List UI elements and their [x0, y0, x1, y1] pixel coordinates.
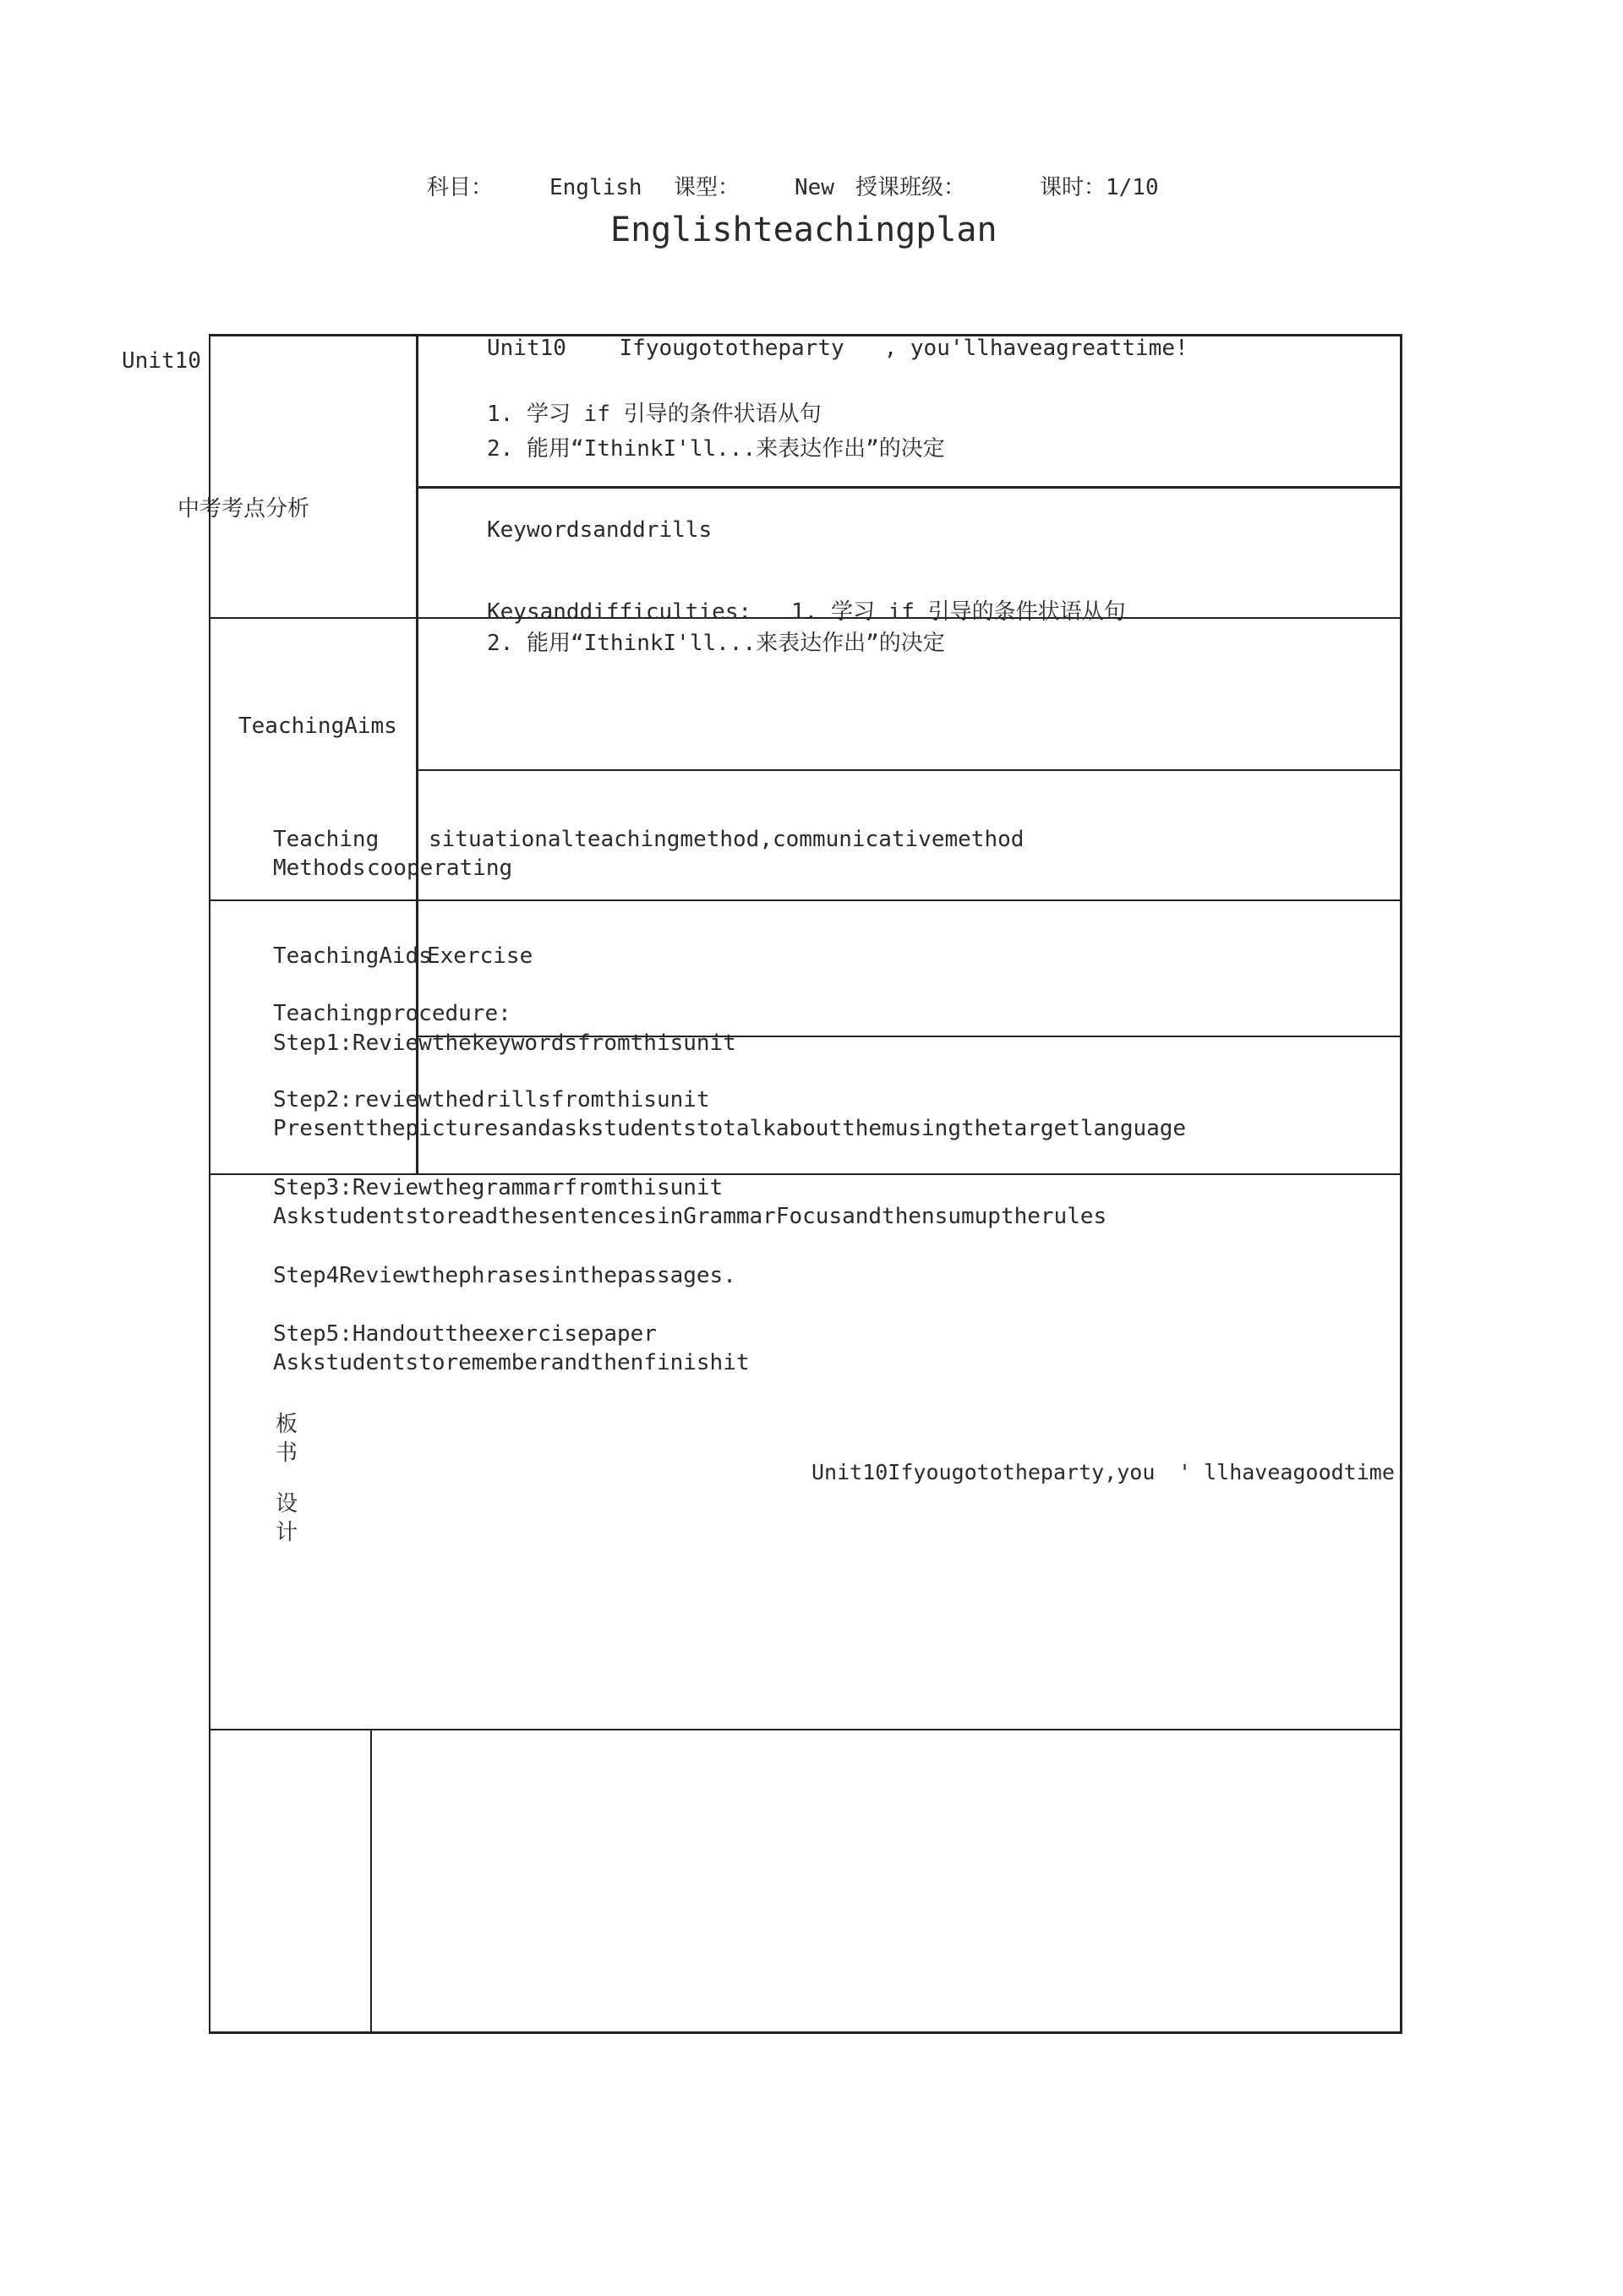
- board-design-text-a: Unit10Ifyougototheparty,you: [812, 1460, 1156, 1484]
- keywords-text: Keywordsanddrills: [487, 517, 713, 543]
- period-label: 课时：1/10: [1040, 175, 1159, 200]
- table-border-bottom: [209, 2031, 1402, 2034]
- board-design-char-4: 计: [276, 1520, 298, 1545]
- step-2: Step2:reviewthedrillsfromthisunit: [273, 1087, 710, 1112]
- step-4: Step4Reviewthephrasesinthepassages.: [273, 1263, 736, 1288]
- step-3: Step3:Reviewthegrammarfromthisunit: [273, 1175, 724, 1200]
- teaching-procedure-label: Teachingprocedure:: [273, 1001, 511, 1026]
- board-design-text-b: ' llhaveagoodtime.: [1178, 1460, 1407, 1484]
- keys-item-2: 2. 能用“IthinkI'll...来表达作出”的决定: [487, 631, 945, 656]
- course-type-label: 课型：: [674, 175, 740, 200]
- table-border-right: [1400, 334, 1402, 2033]
- board-design-char-2: 书: [276, 1440, 298, 1466]
- subject-value: English: [549, 175, 642, 200]
- methods-text: situationalteachingmethod,communicativemethod: [429, 827, 1025, 852]
- step-5: Step5:Handouttheexercisepaper: [273, 1321, 657, 1347]
- methods-text-2: cooperating: [367, 856, 513, 881]
- teaching-aids-label: TeachingAids: [273, 943, 432, 969]
- course-type-value: New: [795, 175, 834, 200]
- row-line-3: [416, 769, 1402, 771]
- subject-label: 科目：: [427, 175, 494, 200]
- page-title: Englishteachingplan: [610, 210, 997, 249]
- teaching-label: Teaching: [273, 827, 380, 852]
- step-5-detail: Askstudentstorememberandthenfinishit: [273, 1350, 750, 1375]
- keys-label: Keysanddifficulties:: [487, 599, 752, 625]
- row-line-7: [209, 1729, 1402, 1730]
- teaching-aims-label: TeachingAims: [238, 713, 397, 739]
- step-2-detail: Presentthepicturesandaskstudentstotalkaboutthemusingthetargetlanguage: [273, 1116, 1187, 1141]
- step-1: Step1:Reviewthekeywordsfromthisunit: [273, 1030, 736, 1056]
- step-3-detail: AskstudentstoreadthesentencesinGrammarFocusandthensumuptherules: [273, 1204, 1107, 1229]
- table-border-left: [209, 334, 210, 2033]
- exam-points-label: 中考考点分析: [178, 496, 310, 522]
- aim-item-1: 1. 学习 if 引导的条件状语从句: [487, 402, 822, 427]
- keys-item-1: 1. 学习 if 引导的条件状语从句: [791, 599, 1126, 625]
- board-design-char-3: 设: [276, 1491, 298, 1517]
- class-label: 授课班级：: [855, 175, 966, 200]
- unit-label: Unit10: [122, 348, 201, 374]
- aim-item-2: 2. 能用“IthinkI'll...来表达作出”的决定: [487, 436, 945, 462]
- teaching-aids-text: Exercise: [427, 943, 533, 969]
- row-line-4: [209, 899, 1402, 901]
- methods-label: Methods: [273, 856, 366, 881]
- unit-title-text: Unit10 Ifyougototheparty , you'llhaveagreattime!: [487, 336, 1189, 361]
- bottom-divider-vertical: [370, 1729, 372, 2031]
- row-line-1: [416, 486, 1402, 489]
- board-design-char-1: 板: [276, 1412, 298, 1437]
